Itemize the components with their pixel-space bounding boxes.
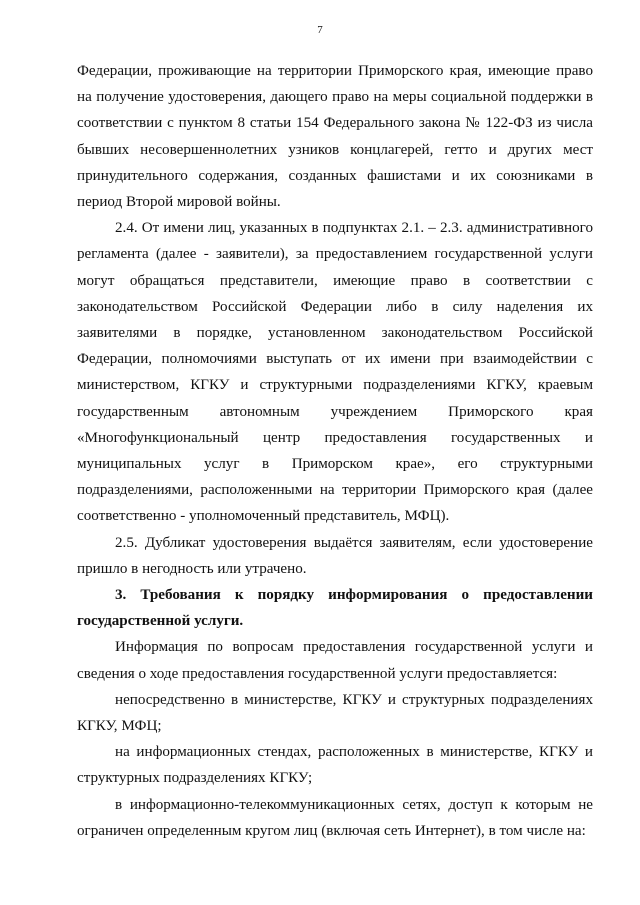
paragraph-continuation: Федерации, проживающие на территории Приморского края, имеющие право на получение удостоверения, дающего право на меры социальной поддержки в соответствии с пунктом 8 статьи 154 Федерального закона № 122-ФЗ из числа бывших несовершеннолетних узников концлагерей, гетто и других мест принудительного содержания, созданных фашистами и их союзниками в период Второй мировой войны.	[77, 63, 593, 211]
paragraph-2-5: 2.5. Дубликат удостоверения выдаётся заявителям, если удостоверение пришло в негодность или утрачено.	[77, 534, 593, 577]
paragraph-networks: в информационно-телекоммуникационных сетях, доступ к которым не ограничен определенным кругом лиц (включая сеть Интернет), в том числе на:	[77, 796, 593, 839]
page-number: 7	[317, 24, 323, 36]
paragraph-stands: на информационных стендах, расположенных в министерстве, КГКУ и структурных подразделениях КГКУ;	[77, 744, 593, 787]
paragraph-directly: непосредственно в министерстве, КГКУ и структурных подразделениях КГКУ, МФЦ;	[77, 691, 593, 735]
section-heading-3: 3. Требования к порядку информирования о предоставлении государственной услуги.	[77, 587, 593, 630]
paragraph-information: Информация по вопросам предоставления государственной услуги и сведения о ходе предоставления государственной услуги предоставляется:	[77, 639, 593, 682]
document-body	[77, 58, 593, 844]
paragraph-2-4: 2.4. От имени лиц, указанных в подпунктах 2.1. – 2.3. административного регламента (далее - заявители), за предоставлением государственной услуги могут обращаться представители, имеющие право в соответствии с законодательством Российской Федерации либо в силу наделения их заявителями в порядке, установленном законодательством Российской Федерации, полномочиями выступать от их имени при взаимодействии с министерством, КГКУ и структурными подразделениями КГКУ, краевым государственным автономным учреждением Приморского края «Многофункциональный центр предоставления государственных и муниципальных услуг в Приморском крае», его структурными подразделениями, расположенными на территории Приморского края (далее соответственно - уполномоченный представитель, МФЦ).	[77, 220, 593, 525]
